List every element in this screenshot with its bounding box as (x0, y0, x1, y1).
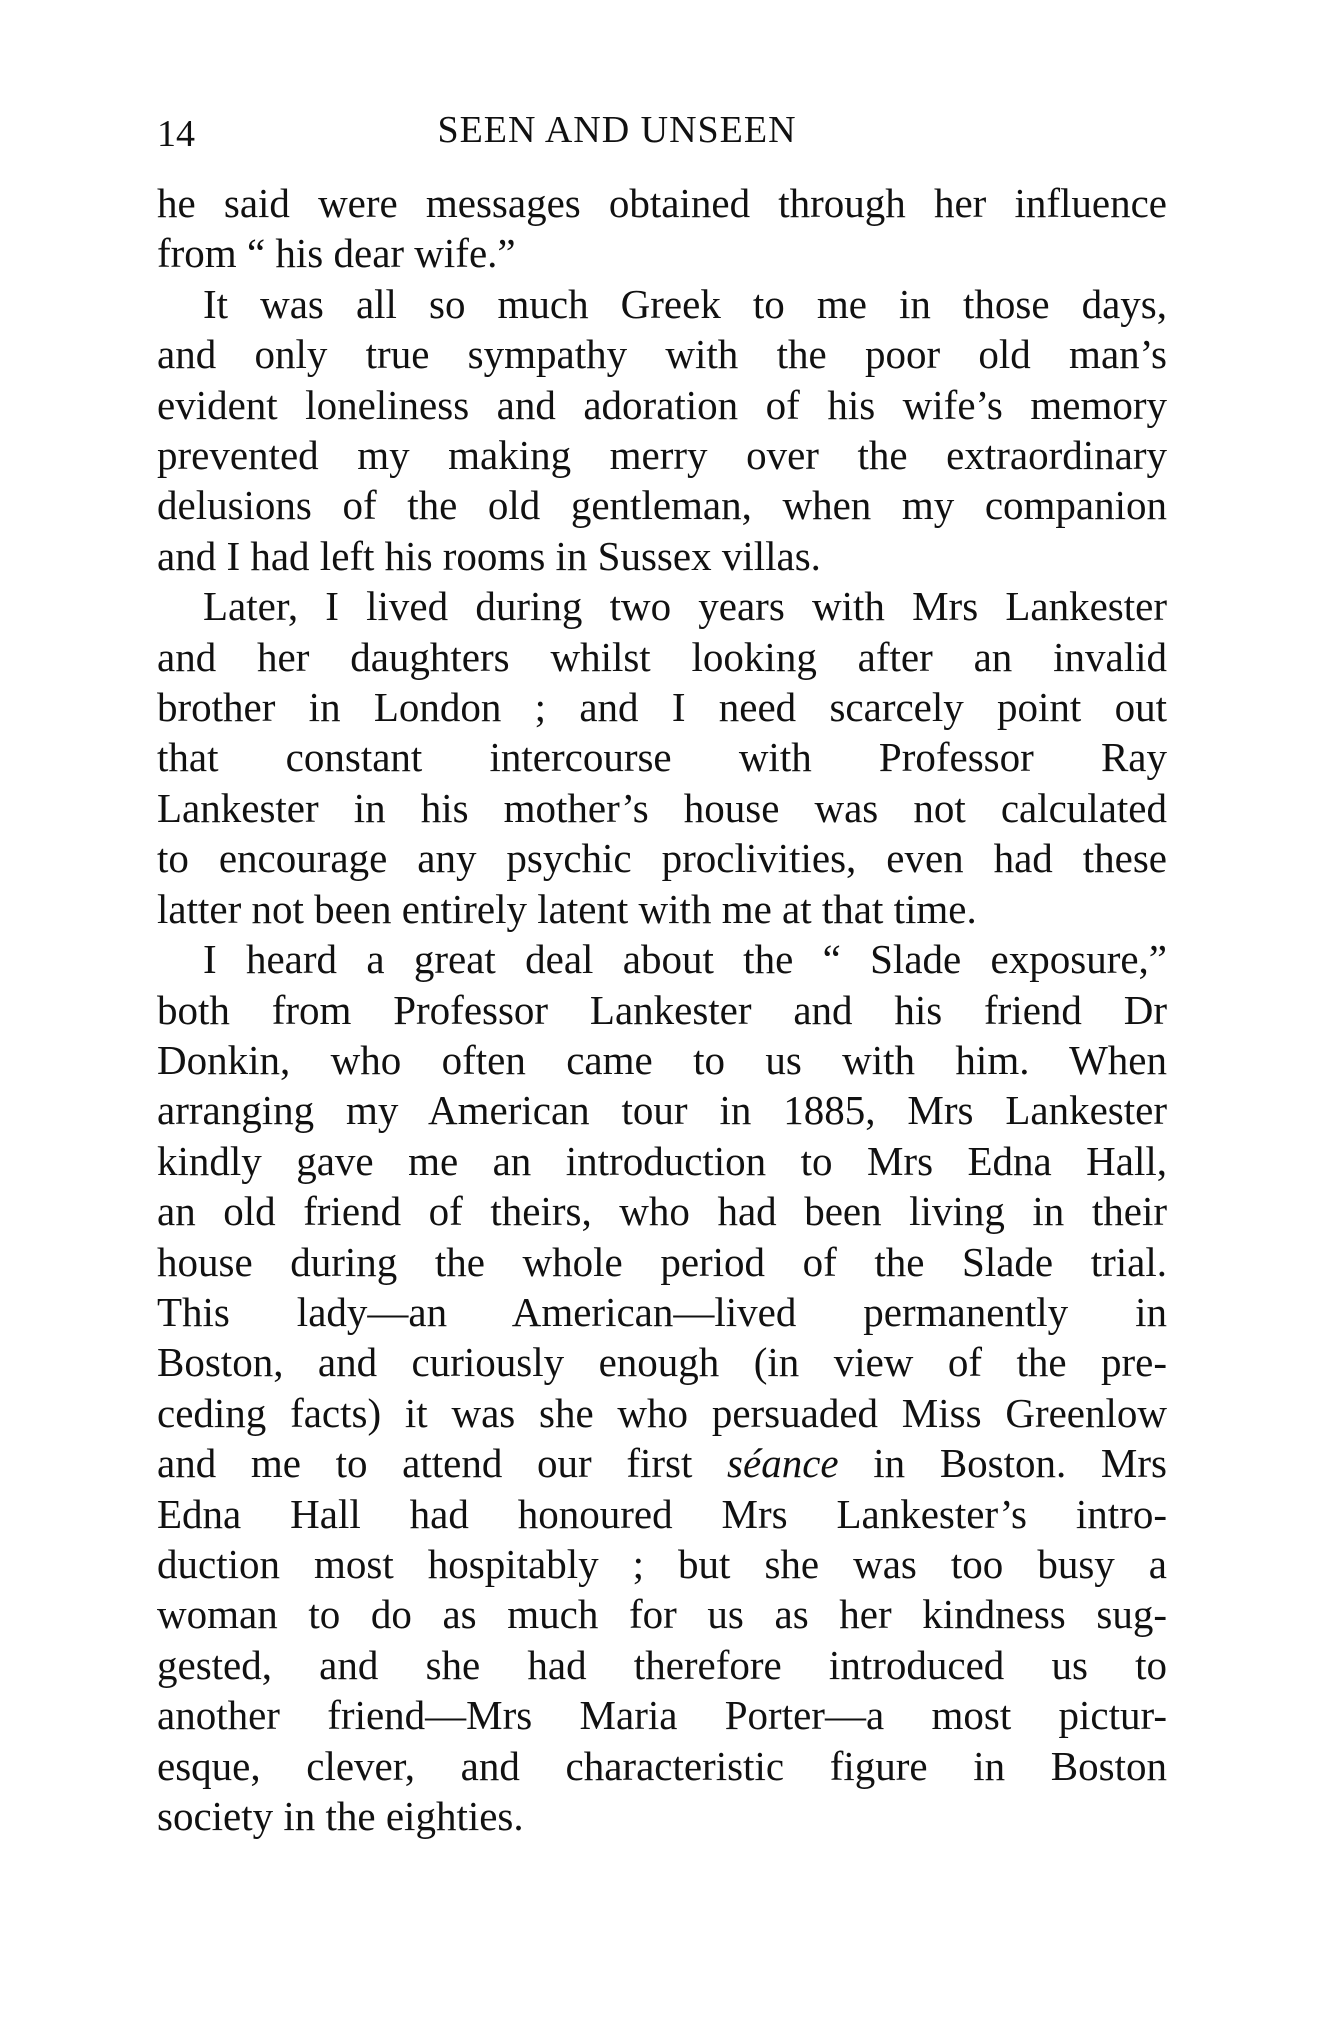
text-line: and her daughters whilst looking after an invalid (157, 633, 1167, 680)
text-line: gested, and she had therefore introduced us to (157, 1641, 1167, 1688)
text-line: he said were messages obtained through her influence (157, 180, 1167, 226)
text-line: evident loneliness and adoration of his wife’s memory (157, 381, 1167, 428)
text-line: and I had left his rooms in Sussex villas. (157, 532, 821, 579)
text-line: I heard a great deal about the “ Slade exposure,” (203, 936, 1167, 983)
italic-word: séance (727, 1440, 839, 1487)
text-line: society in the eighties. (157, 1793, 524, 1839)
text-line: brother in London ; and I need scarcely point out (157, 684, 1167, 731)
text-line: It was all so much Greek to me in those days, (203, 280, 1167, 327)
text-line: Later, I lived during two years with Mrs Lankester (203, 583, 1167, 630)
text-line: arranging my American tour in 1885, Mrs Lankester (157, 1087, 1167, 1134)
text-line: esque, clever, and characteristic figure in Boston (157, 1742, 1167, 1789)
running-title-text: SEEN AND UNSEEN (437, 109, 797, 151)
text-line: and me to attend our first séance in Boston. Mrs (157, 1440, 1167, 1487)
page-number: 14 (157, 113, 195, 155)
text-line: and only true sympathy with the poor old man’s (157, 331, 1167, 378)
text-line: an old friend of theirs, who had been living in their (157, 1188, 1167, 1235)
text-line: delusions of the old gentleman, when my companion (157, 482, 1167, 529)
text-line: house during the whole period of the Slade trial. (157, 1238, 1167, 1285)
text-line: Boston, and curiously enough (in view of the pre- (157, 1339, 1167, 1386)
text-line: woman to do as much for us as her kindness sug- (157, 1591, 1167, 1638)
running-title (0, 108, 1344, 152)
text-line: to encourage any psychic proclivities, even had these (157, 835, 1167, 882)
text-line: Lankester in his mother’s house was not calculated (157, 784, 1167, 831)
text-line: prevented my making merry over the extraordinary (157, 432, 1167, 479)
text-line: kindly gave me an introduction to Mrs Edna Hall, (157, 1137, 1167, 1184)
text-line: Edna Hall had honoured Mrs Lankester’s intro- (157, 1490, 1167, 1537)
text-line: that constant intercourse with Professor Ray (157, 734, 1167, 781)
text-line: Donkin, who often came to us with him. When (157, 1036, 1167, 1083)
text-line: another friend—Mrs Maria Porter—a most pictur- (157, 1692, 1167, 1739)
text-line: This lady—an American—lived permanently in (157, 1288, 1167, 1335)
text-line: from “ his dear wife.” (157, 230, 516, 277)
text-line: duction most hospitably ; but she was too busy a (157, 1540, 1167, 1587)
text-line: latter not been entirely latent with me at that time. (157, 885, 977, 932)
text-line: ceding facts) it was she who persuaded Miss Greenlow (157, 1389, 1167, 1436)
text-line: both from Professor Lankester and his friend Dr (157, 986, 1167, 1033)
page-body-text (157, 178, 1167, 1841)
